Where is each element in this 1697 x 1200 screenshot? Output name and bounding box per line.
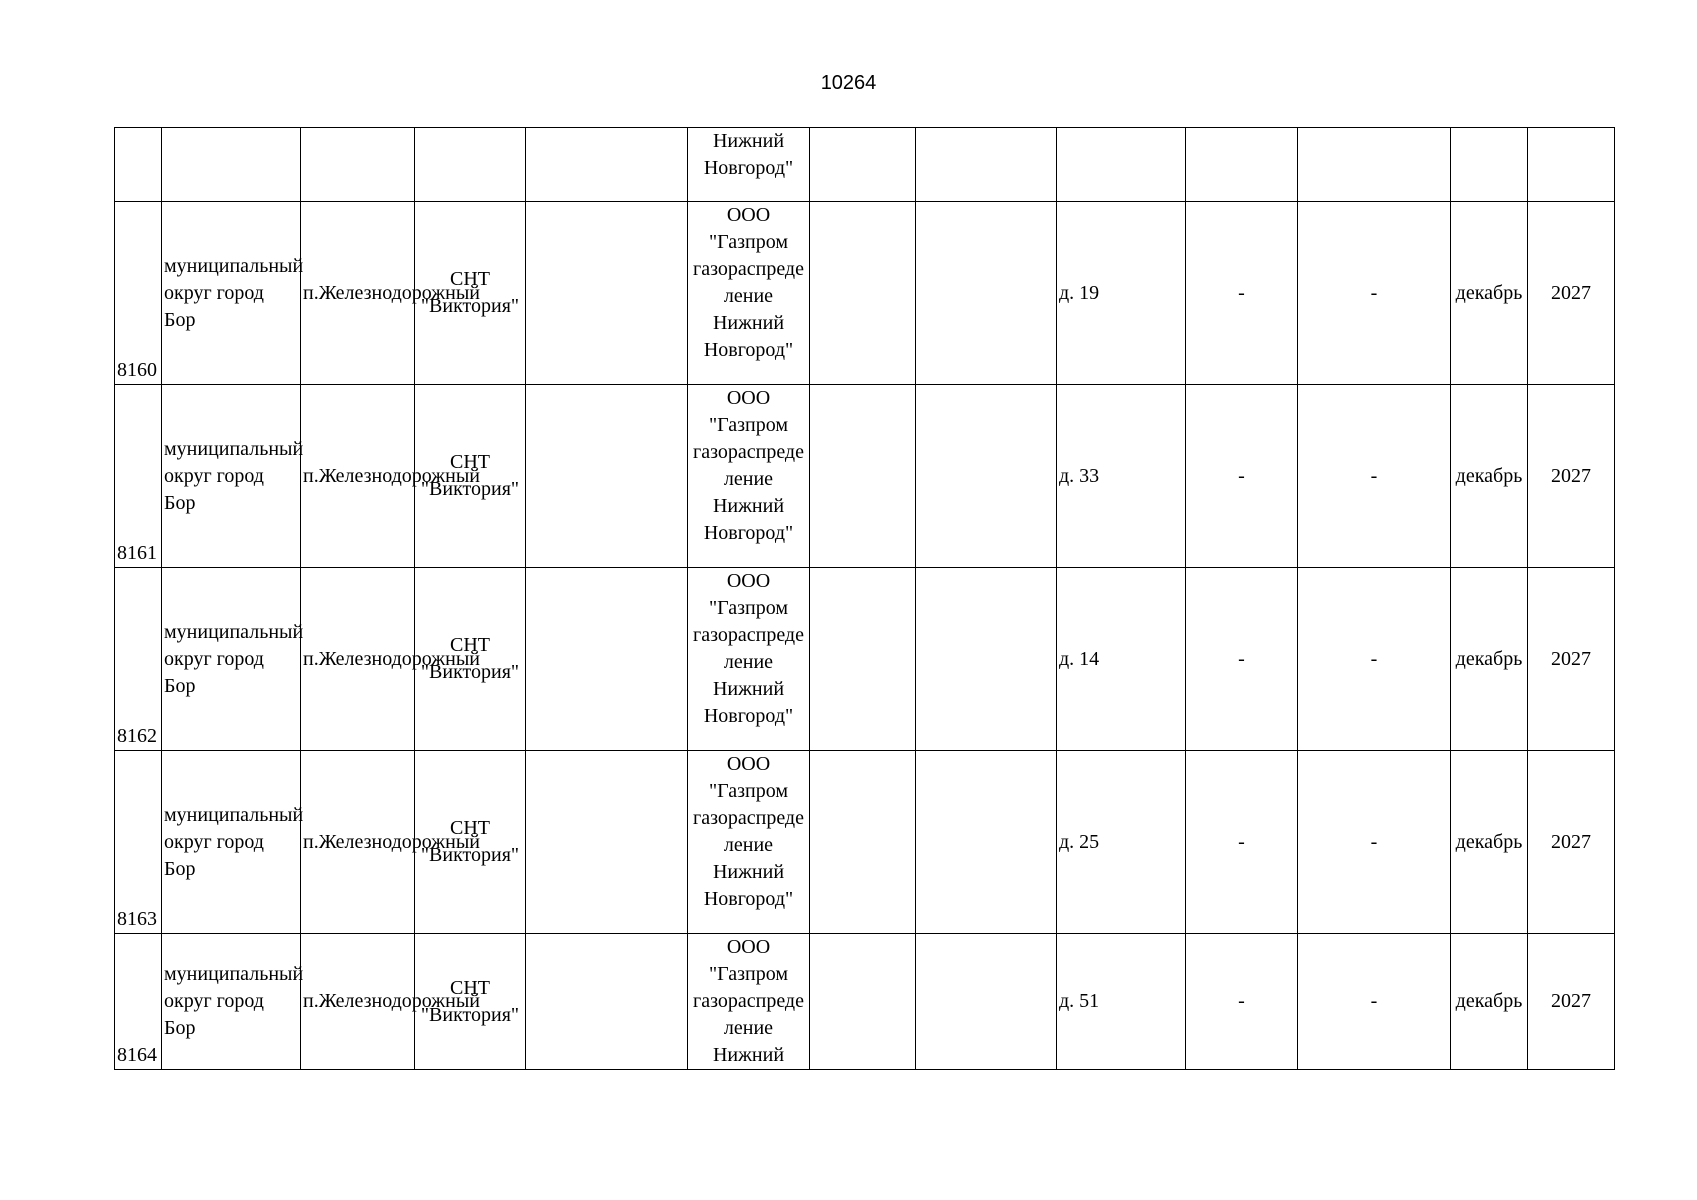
table-row bbox=[115, 202, 1615, 385]
cell-empty-a bbox=[526, 568, 688, 751]
cell-year bbox=[1528, 128, 1615, 202]
cell-dash-2 bbox=[1298, 385, 1451, 568]
cell-number bbox=[115, 934, 162, 1070]
cell-empty-a bbox=[526, 128, 688, 202]
organization-text: ООО "Газпром газораспреде ление Нижний Новгород" bbox=[693, 753, 804, 910]
cell-number bbox=[115, 385, 162, 568]
settlement-text: п.Железнодорожный bbox=[303, 990, 480, 1012]
cell-year bbox=[1528, 202, 1615, 385]
number-text: 8162 bbox=[117, 725, 157, 747]
cell-empty-b bbox=[810, 128, 916, 202]
snt-text: СНТ "Виктория" bbox=[420, 976, 520, 1026]
cell-year bbox=[1528, 934, 1615, 1070]
cell-dash-1 bbox=[1186, 128, 1298, 202]
table-row bbox=[115, 385, 1615, 568]
cell-organization bbox=[688, 568, 810, 751]
settlement-text: п.Железнодорожный bbox=[303, 281, 480, 304]
snt-text: СНТ "Виктория" bbox=[420, 817, 520, 866]
year-text: 2027 bbox=[1551, 830, 1591, 853]
organization-text: ООО "Газпром газораспреде ление Нижний Новгород" bbox=[693, 570, 804, 727]
year-text: 2027 bbox=[1551, 990, 1591, 1012]
year-text: 2027 bbox=[1551, 464, 1591, 487]
cell-house bbox=[1057, 751, 1186, 934]
cell-snt bbox=[415, 751, 526, 934]
settlement-text: п.Железнодорожный bbox=[303, 830, 480, 853]
dash-1-text: - bbox=[1238, 647, 1245, 670]
cell-empty-c bbox=[916, 568, 1057, 751]
cell-dash-2 bbox=[1298, 568, 1451, 751]
cell-house bbox=[1057, 934, 1186, 1070]
dash-2-text: - bbox=[1370, 281, 1378, 304]
cell-empty-a bbox=[526, 202, 688, 385]
house-text: д. 25 bbox=[1059, 830, 1100, 853]
snt-text: СНТ "Виктория" bbox=[420, 451, 520, 500]
cell-municipality bbox=[162, 568, 304, 751]
cell-snt bbox=[415, 385, 526, 568]
snt-text: СНТ "Виктория" bbox=[420, 268, 520, 317]
table-row-continued bbox=[115, 128, 1615, 202]
number-text: 8161 bbox=[117, 542, 157, 564]
dash-2-text: - bbox=[1370, 830, 1378, 853]
register-table bbox=[114, 127, 1615, 1070]
municipality-text: муниципальный округ город Бор bbox=[164, 803, 304, 880]
table-row bbox=[115, 568, 1615, 751]
cell-house bbox=[1057, 568, 1186, 751]
cell-dash-2 bbox=[1298, 934, 1451, 1070]
house-text: д. 19 bbox=[1059, 281, 1100, 304]
month-text: декабрь bbox=[1455, 464, 1523, 487]
cell-number bbox=[115, 568, 162, 751]
house-text: д. 14 bbox=[1059, 647, 1100, 670]
cell-empty-b bbox=[810, 751, 916, 934]
cell-dash-1 bbox=[1186, 568, 1298, 751]
settlement-text: п.Железнодорожный bbox=[303, 647, 480, 670]
cell-dash-1 bbox=[1186, 751, 1298, 934]
cell-municipality bbox=[162, 385, 304, 568]
cell-empty-c bbox=[916, 751, 1057, 934]
year-text: 2027 bbox=[1551, 281, 1591, 304]
organization-text: ООО "Газпром газораспреде ление Нижний bbox=[693, 936, 804, 1066]
month-text: декабрь bbox=[1455, 647, 1523, 670]
number-text: 8163 bbox=[117, 908, 157, 930]
cell-empty-b bbox=[810, 934, 916, 1070]
cell-empty-b bbox=[810, 568, 916, 751]
cell-number bbox=[115, 202, 162, 385]
cell-house bbox=[1057, 385, 1186, 568]
cell-snt bbox=[415, 934, 526, 1070]
cell-month bbox=[1451, 385, 1528, 568]
house-text: д. 33 bbox=[1059, 464, 1100, 487]
cell-year bbox=[1528, 751, 1615, 934]
year-text: 2027 bbox=[1551, 647, 1591, 670]
page-number: 10264 bbox=[820, 72, 877, 94]
house-text: д. 51 bbox=[1059, 990, 1100, 1012]
cell-organization bbox=[688, 202, 810, 385]
dash-1-text: - bbox=[1238, 830, 1245, 853]
cell-organization bbox=[688, 934, 810, 1070]
cell-dash-2 bbox=[1298, 128, 1451, 202]
settlement-text: п.Железнодорожный bbox=[303, 464, 480, 487]
snt-text: СНТ "Виктория" bbox=[420, 634, 520, 683]
cell-dash-1 bbox=[1186, 202, 1298, 385]
cell-municipality bbox=[162, 128, 301, 202]
cell-month bbox=[1451, 934, 1528, 1070]
cell-dash-2 bbox=[1298, 202, 1451, 385]
month-text: декабрь bbox=[1455, 990, 1523, 1012]
cell-dash-1 bbox=[1186, 385, 1298, 568]
cell-settlement bbox=[301, 128, 415, 202]
dash-2-text: - bbox=[1370, 990, 1378, 1012]
organization-text: ООО "Газпром газораспреде ление Нижний Новгород" bbox=[693, 387, 804, 544]
cell-month bbox=[1451, 128, 1528, 202]
cell-month bbox=[1451, 202, 1528, 385]
cell-month bbox=[1451, 568, 1528, 751]
municipality-text: муниципальный округ город Бор bbox=[164, 963, 304, 1039]
cell-house bbox=[1057, 202, 1186, 385]
dash-2-text: - bbox=[1370, 647, 1378, 670]
cell-empty-a bbox=[526, 751, 688, 934]
municipality-text: муниципальный округ город Бор bbox=[164, 254, 304, 331]
cell-empty-c bbox=[916, 934, 1057, 1070]
cell-house bbox=[1057, 128, 1186, 202]
cell-dash-1 bbox=[1186, 934, 1298, 1070]
month-text: декабрь bbox=[1455, 830, 1523, 853]
cell-number bbox=[115, 128, 162, 202]
month-text: декабрь bbox=[1455, 281, 1523, 304]
cell-empty-c bbox=[916, 202, 1057, 385]
dash-1-text: - bbox=[1238, 464, 1245, 487]
register-table-body bbox=[115, 128, 1615, 1070]
organization-text: Нижний Новгород" bbox=[703, 130, 794, 179]
number-text: 8160 bbox=[117, 359, 157, 381]
cell-empty-c bbox=[916, 128, 1057, 202]
dash-1-text: - bbox=[1238, 281, 1245, 304]
cell-empty-c bbox=[916, 385, 1057, 568]
dash-2-text: - bbox=[1370, 464, 1378, 487]
organization-text: ООО "Газпром газораспреде ление Нижний Новгород" bbox=[693, 204, 804, 361]
cell-municipality bbox=[162, 934, 304, 1070]
municipality-text: муниципальный округ город Бор bbox=[164, 437, 304, 514]
municipality-text: муниципальный округ город Бор bbox=[164, 620, 304, 697]
cell-year bbox=[1528, 568, 1615, 751]
number-text: 8164 bbox=[117, 1044, 157, 1066]
cell-organization bbox=[688, 385, 810, 568]
table-row bbox=[115, 751, 1615, 934]
table-row bbox=[115, 934, 1615, 1070]
cell-snt bbox=[415, 568, 526, 751]
cell-organization bbox=[688, 751, 810, 934]
cell-snt bbox=[415, 202, 526, 385]
cell-month bbox=[1451, 751, 1528, 934]
dash-1-text: - bbox=[1238, 990, 1245, 1012]
cell-empty-b bbox=[810, 202, 916, 385]
cell-municipality bbox=[162, 202, 304, 385]
cell-year bbox=[1528, 385, 1615, 568]
cell-empty-b bbox=[810, 385, 916, 568]
cell-organization bbox=[688, 128, 810, 202]
cell-number bbox=[115, 751, 162, 934]
cell-empty-a bbox=[526, 385, 688, 568]
cell-municipality bbox=[162, 751, 304, 934]
cell-snt bbox=[415, 128, 526, 202]
cell-dash-2 bbox=[1298, 751, 1451, 934]
cell-empty-a bbox=[526, 934, 688, 1070]
